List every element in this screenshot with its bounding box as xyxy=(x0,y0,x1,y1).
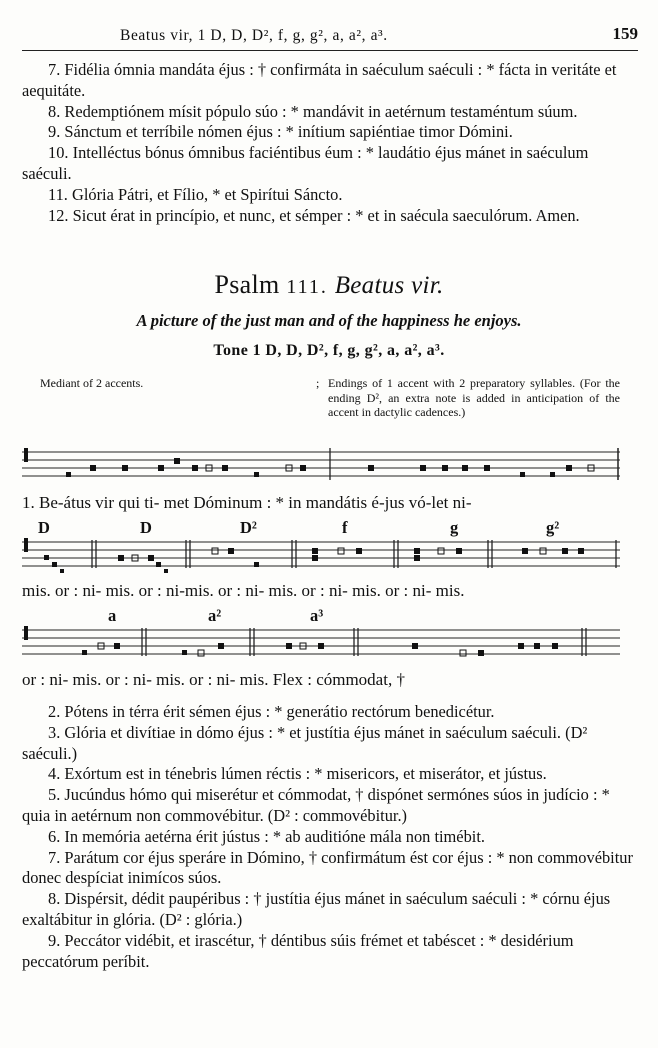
ending-label: D² xyxy=(240,518,257,537)
ending-label: a³ xyxy=(310,606,324,625)
verses-bottom xyxy=(22,702,637,972)
chant-text-line-1: 1. Be-átus vir qui ti- met Dóminum : * in mandátis é-jus vó-let ni- xyxy=(22,493,472,512)
running-title: Beatus vir, 1 D, D, D², f, g, g², a, a², a³. xyxy=(120,27,388,44)
endings-note: Endings of 1 accent with 2 preparatory syllables. (For the ending D², an extra note is added in anticipation of the accent in dactylic cadences.) xyxy=(328,376,620,419)
verse-line: 4. Exórtum est in ténebris lúmen réctis : * misericors, et miserátor, et jústus. xyxy=(48,764,547,784)
neumes xyxy=(44,548,584,573)
verse-line: 8. Redemptiónem mísit pópulo súo : * mandávit in aetérnum testaméntum súum. xyxy=(48,101,578,121)
verse-line: 2. Pótens in térra érit sémen éjus : * generátio rectórum benedicétur. xyxy=(48,702,495,721)
verse-line: 7. Fidélia ómnia mandáta éjus : † confirmáta in saéculum saéculi : * fácta in veritáte et aequitáte. xyxy=(22,60,617,100)
ending-label: a² xyxy=(208,606,222,625)
verse-line: 8. Dispérsit, dédit paupéribus : † justítia éjus mánet in saéculum saéculi : * córnu éjus exaltábitur in glória. (D² : glória.) xyxy=(22,889,611,929)
verse-line: 7. Parátum cor éjus speráre in Dómino, † confirmátum ést cor éjus : * non commovébitur donec despíciat inimícos súos. xyxy=(22,847,633,888)
verses-top xyxy=(22,60,637,226)
clef-mark xyxy=(24,538,28,552)
tone-heading: Tone 1 D, D, D², f, g, g², a, a², a³. xyxy=(213,342,445,359)
ending-label: D xyxy=(140,518,152,537)
verse-line: 9. Peccátor vidébit, et irascétur, † déntibus súis frémet et tabéscet : * desidérium peccatórum períbit. xyxy=(22,930,574,971)
verse-line: 9. Sánctum et terríbile nómen éjus : * inítium sapiéntiae timor Dómini. xyxy=(48,122,513,142)
verse-line: 12. Sicut érat in princípio, et nunc, et sémper : * et in saécula saeculórum. Amen. xyxy=(48,205,580,225)
ending-label: f xyxy=(342,518,348,537)
chant-staff-3 xyxy=(22,624,620,668)
verse-line: 11. Glória Pátri, et Fílio, * et Spirítui Sáncto. xyxy=(48,184,343,204)
running-header xyxy=(22,24,638,51)
psalm-title: Psalm 111. Beatus vir. xyxy=(214,270,444,299)
verse-line: 5. Jucúndus hómo qui miserétur et cómmodat, † dispónet sermónes súos in judício : * quia in aetérnum non commovébitur. (D² : commovébitur.) xyxy=(22,785,610,825)
psalm-subtitle: A picture of the just man and of the happiness he enjoys. xyxy=(136,311,522,330)
page-number: 159 xyxy=(612,24,638,43)
ending-label: g xyxy=(450,518,459,537)
clef-mark xyxy=(24,626,28,640)
clef-mark xyxy=(24,448,28,462)
ending-label: D xyxy=(38,518,50,537)
verse-line: 3. Glória et divítiae in dómo éjus : * et justítia éjus mánet in saéculum saéculi. (D² saéculi.) xyxy=(22,722,588,763)
verse-line: 10. Intelléctus bónus ómnibus faciéntibus éum : * laudátio éjus mánet in saéculum saéculi. xyxy=(22,143,589,183)
chant-text-line-2: mis. or : ni- mis. or : ni-mis. or : ni- mis. or : ni- mis. or : ni- mis. xyxy=(22,581,465,600)
verse-line: 6. In memória aetérna érit jústus : * ab auditióne mála non timébit. xyxy=(48,826,485,846)
mediant-note: Mediant of 2 accents. xyxy=(40,376,144,390)
chant-text-line-3: or : ni- mis. or : ni- mis. or : ni- mis. Flex : cómmodat, † xyxy=(22,670,405,689)
note-separator: ; xyxy=(316,376,320,390)
ending-label: a xyxy=(108,606,117,625)
ending-label: g² xyxy=(546,518,560,537)
chant-staff-2 xyxy=(22,536,620,580)
chant-staff-1 xyxy=(22,446,620,486)
